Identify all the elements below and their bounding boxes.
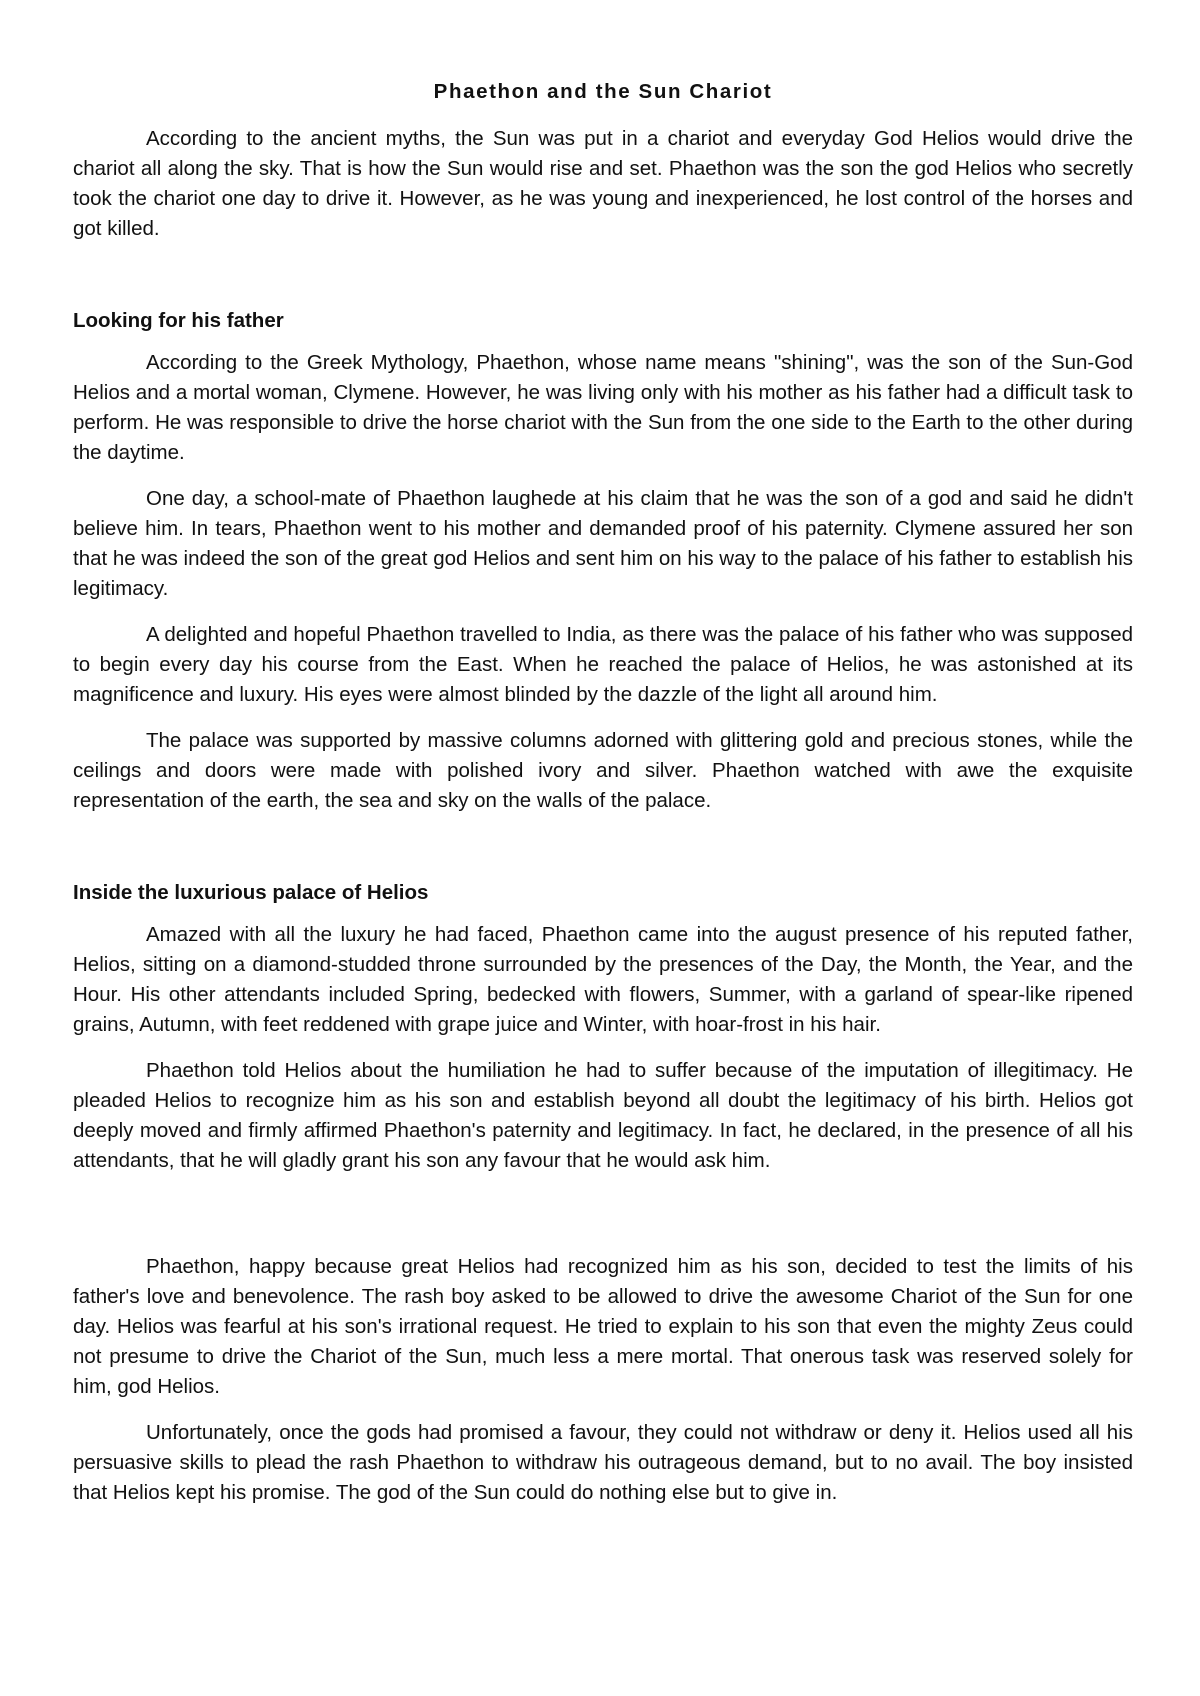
paragraph: A delighted and hopeful Phaethon travelled to India, as there was the palace of his father who was supposed to begin every day his course from the East. When he reached the palace of Helios, he was astonished at its magnificence and luxury. His eyes were almost blinded by the dazzle of the light all around him. (73, 623, 1133, 706)
paragraph: The palace was supported by massive columns adorned with glittering gold and precious stones, while the ceilings and doors were made with polished ivory and silver. Phaethon watched with awe the exquisite representation of the earth, the sea and sky on the walls of the palace. (73, 729, 1133, 812)
paragraph: Amazed with all the luxury he had faced, Phaethon came into the august presence of his reputed father, Helios, sitting on a diamond-studded throne surrounded by the presences of the Day, the Month, the Year, and the Hour. His other attendants included Spring, bedecked with flowers, Summer, with a garland of spear-like ripened grains, Autumn, with feet reddened with grape juice and Winter, with hoar-frost in his hair. (73, 923, 1133, 1036)
document-page (73, 72, 1133, 1524)
spacer (73, 832, 1133, 878)
paragraph: According to the Greek Mythology, Phaethon, whose name means "shining", was the son of the Sun-God Helios and a mortal woman, Clymene. However, he was living only with his mother as his father had a difficult task to perform. He was responsible to drive the horse chariot with the Sun from the one side to the Earth to the other during the daytime. (73, 351, 1133, 464)
paragraph: One day, a school-mate of Phaethon laughede at his claim that he was the son of a god and said he didn't believe him. In tears, Phaethon went to his mother and demanded proof of his paternity. Clymene assured her son that he was indeed the son of the great god Helios and sent him on his way to the palace of his father to establish his legitimacy. (73, 487, 1133, 600)
section-heading-looking-for-father: Looking for his father (73, 309, 284, 332)
spacer (73, 260, 1133, 306)
paragraph: Phaethon told Helios about the humiliation he had to suffer because of the imputation of illegitimacy. He pleaded Helios to recognize him as his son and establish beyond all doubt the legitimacy of his birth. Helios got deeply moved and firmly affirmed Phaethon's paternity and legitimacy. In fact, he declared, in the presence of all his attendants, that he will gladly grant his son any favour that he would ask him. (73, 1059, 1133, 1172)
intro-paragraph: According to the ancient myths, the Sun was put in a chariot and everyday God Helios would drive the chariot all along the sky. That is how the Sun would rise and set. Phaethon was the son the god Helios who secretly took the chariot one day to drive it. However, as he was young and inexperienced, he lost control of the horses and got killed. (73, 127, 1133, 240)
spacer (73, 1192, 1133, 1252)
paragraph: Unfortunately, once the gods had promised a favour, they could not withdraw or deny it. Helios used all his persuasive skills to plead the rash Phaethon to withdraw his outrageous demand, but to no avail. The boy insisted that Helios kept his promise. The god of the Sun could do nothing else but to give in. (73, 1421, 1133, 1504)
section-heading-inside-palace: Inside the luxurious palace of Helios (73, 881, 429, 904)
paragraph: Phaethon, happy because great Helios had recognized him as his son, decided to test the limits of his father's love and benevolence. The rash boy asked to be allowed to drive the awesome Chariot of the Sun for one day. Helios was fearful at his son's irrational request. He tried to explain to his son that even the mighty Zeus could not presume to drive the Chariot of the Sun, much less a mere mortal. That onerous task was reserved solely for him, god Helios. (73, 1255, 1133, 1398)
document-title: Phaethon and the Sun Chariot (433, 80, 773, 103)
